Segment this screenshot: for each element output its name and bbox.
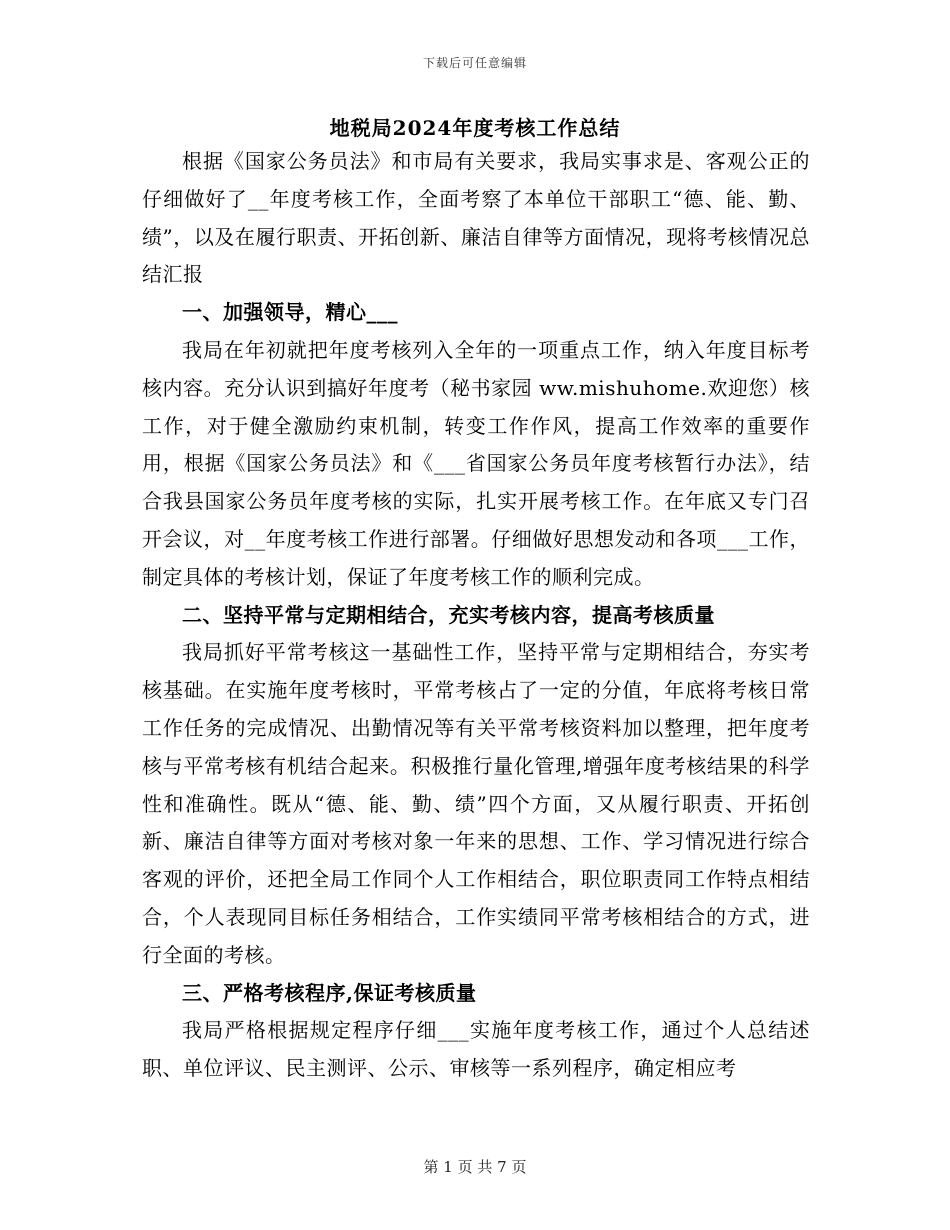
- section-2-paragraph: 我局抓好平常考核这一基础性工作，坚持平常与定期相结合，夯实考核基础。在实施年度考核时，平常考核占了一定的分值，年底将考核日常工作任务的完成情况、出勤情况等有关平常考核资料加以整理，把年度考核与平常考核有机结合起来。积极推行量化管理,增强年度考核结果的科学性和准确性。既从“德、能、勤、绩”四个方面，又从履行职责、开拓创新、廉洁自律等方面对考核对象一年来的思想、工作、学习情况进行综合客观的评价，还把全局工作同个人工作相结合，职位职责同工作特点相结合，个人表现同目标任务相结合，工作实绩同平常考核相结合的方式，进行全面的考核。: [142, 640, 810, 967]
- section-1-paragraph: 我局在年初就把年度考核列入全年的一项重点工作，纳入年度目标考核内容。充分认识到搞好年度考（秘书家园 ww.mishuhome.欢迎您）核工作，对于健全激励约束机制，转变工作作风，提高工作效率的重要作用，根据《国家公务员法》和《___省国家公务员年度考核暂行办法》，结合我县国家公务员年度考核的实际，扎实开展考核工作。在年底又专门召开会议，对__年度考核工作进行部署。仔细做好思想发动和各项___工作，制定具体的考核计划，保证了年度考核工作的顺利完成。: [142, 337, 810, 589]
- section-heading-1: 一、加强领导，精心___: [182, 300, 398, 325]
- page-title: 地税局2024年度考核工作总结: [329, 116, 621, 140]
- document-body: [142, 143, 810, 1088]
- section-3-paragraph: 我局严格根据规定程序仔细___实施年度考核工作，通过个人总结述职、单位评议、民主测评、公示、审核等一系列程序，确定相应考: [142, 1018, 810, 1081]
- page-number: 第 1 页 共 7 页: [423, 1158, 527, 1176]
- header-note: 下载后可任意编辑: [422, 56, 527, 70]
- section-heading-2: 二、坚持平常与定期相结合，充实考核内容，提高考核质量: [182, 602, 715, 627]
- section-heading-3: 三、严格考核程序,保证考核质量: [182, 980, 477, 1005]
- intro-paragraph: 根据《国家公务员法》和市局有关要求，我局实事求是、客观公正的仔细做好了__年度考核工作，全面考察了本单位干部职工“德、能、勤、绩”，以及在履行职责、开拓创新、廉洁自律等方面情况，现将考核情况总结汇报: [142, 149, 810, 287]
